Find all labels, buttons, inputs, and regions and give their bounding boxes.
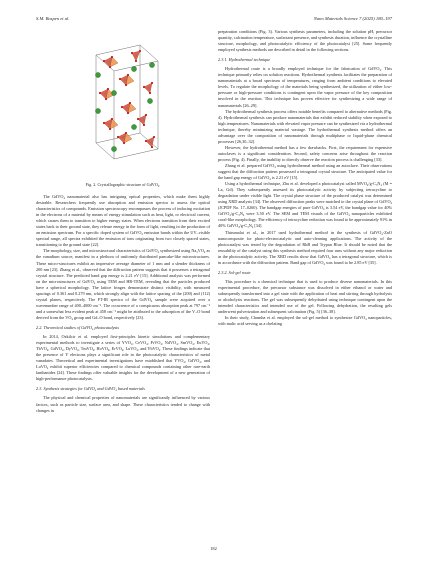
section-heading: 2.3. Synthesis strategies for GdVO₄ and GdVO₄ based materials	[36, 386, 145, 392]
paragraph: The GdVO₄ nanomaterial also has intriguing optical properties, which make them highly desirable. Researchers frequently use absorption and emission spectra to assess the optical characteristics of compounds. Emission spectroscopy encompasses the process of inducing excitation in the electrons of a material by means of energy stimulation such as heat, light, or electrical current, which causes them to transition to higher energy states. When electrons transition from their excited states back to their ground state, they release energy in the form of light, resulting in the production of an emission spectrum. For a specific doped system of GdVO₄ emission bands within the UV–visible spectral range, all spectra exhibited the emission of ions originating from two closely spaced states, transitioning to the ground state [22].	[36, 194, 210, 248]
left-column	[36, 29, 210, 414]
paragraph: preparation conditions (Fig. 3). Various synthesis parameters, including the solution pH, precursor quantity, calcination temperature, surfactant presence, and synthesis duration, influence the crystalline structure, morphology, and photocatalytic efficiency of the photocatalyst [25]. Some frequently employed synthesis methods are described in detail in the following sections.	[218, 29, 392, 53]
page-number: 182	[210, 546, 217, 551]
paragraph: In 2014, Ozkilcir et al. employed first-principles kinetic simulations and complementary experimental methods to investigate a series of YVO₄, CeVO₄, PrVO₄, NdVO₄, SmVO₄, EuVO₄, TbVO₄, GdVO₄, DyVO₄, TmVO₄, HoVO₄, ErVO₄, LuVO₄, and YbVO₄. These findings indicate that the presence of Y electrons plays a significant role in the photocatalytic characteristics of metal vanadates. Theoretical and experimental investigations have established that YVO₄, GdVO₄, and LuVO₄ exhibit superior efficiencies compared to chemical compounds containing other rare-earth lanthanides [24]. These findings offer valuable insights for the development of a new generation of high-performance photocatalysts.	[36, 334, 210, 382]
paragraph: However, the hydrothermal method has a few drawbacks. First, the requirement for expensive autoclaves is a significant consideration. Second, safety concerns arise throughout the reaction process (Fig. 4). Finally, the inability to directly observe the reaction process is challenging [33].	[218, 144, 392, 162]
crystal-structure-figure	[36, 29, 210, 179]
section-heading: 2.3.2. Sol-gel route	[218, 269, 251, 275]
right-column	[218, 29, 392, 327]
section-heading: 2.2. Theoretical studies of GdVO₄ photocatalysts	[36, 324, 119, 330]
paragraph: Using a hydrothermal technique, Zhu et al. developed a photocatalyst called MVO₄/g-C₃N₄ (M = La, Gd). They subsequently assessed its photocatalytic activity by subjecting tetracycline to degradation under visible light. The crystal phase structure of the produced catalyst was determined using XRD analysis [34]. The observed diffraction peaks were matched to the crystal plane of GdVO₄ (JCPDF No. 17–0260). The bandgap energies of pure GdVO₄ is 3.54 eV, the bandgap value for 40% GdVO₄/g-C₃N₄ were 3.50 eV. The SEM and TEM visuals of the GdVO₄ nanoparticles exhibited coral-like morphology. The efficiency of tetracycline reduction was found to be approximately 91% in 40% GdVO₄/g-C₃N₄ [34].	[218, 181, 392, 229]
paragraph: The morphology, size, and microstructural characteristics of GdVO₄ synthesized using Na₃VO₄ as the vanadium source, manifest in a plethora of uniformly distributed pancake-like microstructures. These micro-structures exhibit an impressive average diameter of 1 mm and a slender thickness of 200 nm [23]. Zhang et al., observed that the diffraction pattern suggests that it possesses a tetragonal crystal structure. The predicted band gap energy is 2.21 eV [15]. Additional analysis was performed on the microstructures of GdVO₄ using TEM and HR-TEM, revealing that the particles produced have a spherical morphology. The lattice fringes demonstrate distinct visibility, with measured spacings of 0.361 and 0.279 nm, which strongly align with the lattice spacing of the (200) and (112) crystal planes, respectively. The FT-IR spectra of the GdVO₄ sample were acquired over a wavenumber range of 400–4000 cm⁻¹. The occurrence of a conspicuous absorption peak at 797 cm⁻¹ and a somewhat less evident peak at 458 cm⁻¹ might be attributed to the adsorption of the V–O bond derived from the VO₄ group and Gd–O bond, respectively [23].	[36, 248, 210, 320]
paragraph: In their study, Chumha et al. employed the sol-gel method to synthesize GdVO₄ nanoparticles, with malic acid serving as a chelating	[218, 315, 392, 327]
paragraph: The physical and chemical properties of nanomaterials are significantly influenced by various factors, such as particle size, surface area, and shape. These characteristics tended to change with changes in	[36, 395, 210, 413]
paragraph: Hydrothermal route is a broadly employed technique for the fabrication of GdVO₄. This technique primarily relies on solution reactions. Hydrothermal synthesis facilitates the preparation of nanomaterials at a broad spectrum of temperatures, ranging from ambient conditions to elevated levels. To regulate the morphology of the materials being synthesized, the utilization of either low-pressure or high-pressure conditions is contingent upon the vapor pressure of the key composition involved in the reaction. This technique has proven effective for synthesizing a wide range of nanomaterials [26–29].	[218, 66, 392, 108]
running-head-journal: Nano Materials Science 7 (2025) 180–197	[313, 16, 392, 21]
paragraph: This procedure is a chemical technique that is used to produce diverse nanomaterials. In this experimental procedure, the precursor substance was dissolved in either ethanol or water and subsequently transformed into a gel state with the application of heat and stirring through hydrolysis or alcoholysis reactions. The gel was subsequently dehydrated using technique contingent upon the intended characteristics and intended use of the gel. Following dehydration, the resulting gels underwent pulverization and subsequent calcination (Fig. 5) [36–38].	[218, 278, 392, 315]
figure-caption: Fig. 2. Crystallographic structure of GdVO₄.	[85, 182, 161, 187]
crystal-structure-illustration	[74, 31, 174, 177]
running-head-authors: S.M. Bospen et al.	[36, 16, 70, 21]
paragraph: Thirumalai et al., in 2017 used hydrothermal method in the synthesis of GdVO₄-ZnO nanocomposite for photo-electrocatalytic and auto-cleaning applications. The activity of the photocatalyst was tested by the degradation of RhB and Trypan Blue. It should be noted that the reusability of the catalyst using this synthesis method required four runs without any major reduction in the photocatalytic activity. The XRD results show that GdVO₄ has a tetragonal structure, which is in accordance with the diffraction pattern. Band gap of GdVO₄ was found to be 2.85 eV [35].	[218, 229, 392, 265]
section-heading: 2.3.1. Hydrothermal technique	[218, 57, 271, 63]
paragraph: The hydrothermal synthesis process offers notable benefits compared to alternative methods (Fig. 4). Hydrothermal synthesis can produce nanomaterials that exhibit reduced stability when exposed to high temperatures. Nanomaterials with elevated vapor pressure can be synthesized via a hydrothermal technique, thereby minimizing material wastage. The hydrothermal synthesis method offers an advantage over the composition of nanomaterials through multiphase or liquid-phase chemical processes [26,30–32].	[218, 108, 392, 144]
paragraph: Zhang et al. prepared GdVO₄ using hydrothermal method using an autoclave. Their observations suggest that the diffraction pattern possessed a tetragonal crystal structure. The anticipated value for the band gap energy of GdVO₄ is 2.21 eV [15].	[218, 162, 392, 181]
